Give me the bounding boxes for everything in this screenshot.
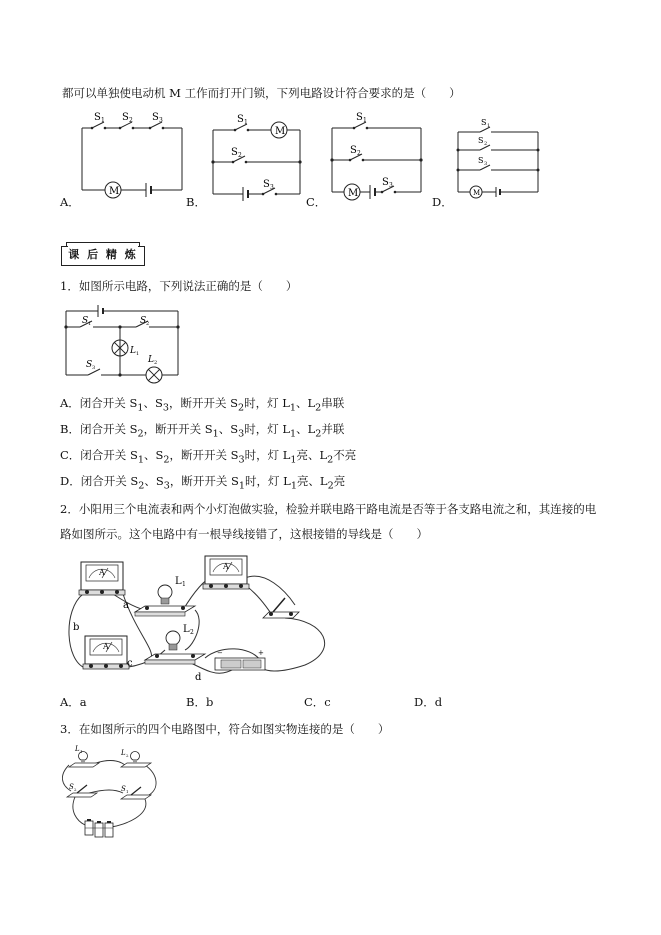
svg-text:M: M: [348, 188, 359, 199]
svg-text:L: L: [148, 355, 154, 365]
q3-bulb-l2: [120, 749, 151, 767]
svg-text:3: 3: [92, 365, 96, 371]
q2-option-d: D．d: [414, 695, 443, 709]
svg-text:1: 1: [487, 123, 491, 129]
svg-text:2: 2: [154, 360, 158, 366]
svg-text:−: −: [217, 649, 223, 657]
svg-text:S: S: [140, 316, 147, 326]
svg-text:S: S: [356, 112, 363, 123]
diagram-a-s1-label: S: [94, 112, 101, 123]
svg-text:A: A: [223, 562, 229, 571]
svg-text:3: 3: [270, 184, 274, 191]
q1-option-c: C．闭合开关 $S_1$、$S_2$，断开开关 $S_3$时，灯 $L_1$亮、$L_2$不亮: [60, 448, 357, 466]
svg-text:S: S: [237, 114, 244, 125]
q3-switch-s2: [67, 783, 97, 797]
svg-text:S: S: [69, 783, 74, 791]
knife-switch: [263, 598, 299, 618]
svg-text:L: L: [121, 749, 126, 757]
ammeter-bottom-left: [83, 636, 129, 669]
q1-option-a: A．闭合开关 $S_1$、$S_3$，断开开关 $S_2$时，灯 $L_1$、$L_2$串联: [60, 396, 345, 414]
wire-c-label: c: [127, 658, 133, 669]
q2-option-a: A．a: [60, 695, 87, 709]
diagram-a: [62, 110, 187, 205]
svg-text:S: S: [478, 156, 484, 165]
svg-text:1: 1: [136, 351, 140, 357]
svg-text:2: 2: [238, 152, 242, 159]
svg-text:1: 1: [126, 789, 129, 794]
wire-d-label: d: [195, 672, 202, 683]
q2-stem-line2: 路如图所示。这个电路中有一根导线接错了，这根接错的导线是（ ）: [60, 527, 428, 541]
bulb-l1: [135, 576, 195, 616]
svg-text:L: L: [75, 745, 80, 753]
diagram-a-motor-label: M: [109, 186, 120, 197]
svg-text:S: S: [481, 118, 487, 127]
intro-question-text: 都可以单独使电动机 M 工作而打开门锁，下列电路设计符合要求的是（ ）: [62, 86, 461, 100]
battery-holder: [215, 649, 265, 670]
q2-option-b: B．b: [186, 695, 214, 709]
svg-text:A: A: [99, 568, 105, 577]
diagram-d: [452, 118, 544, 203]
q1-option-b: B．闭合开关 $S_2$，断开开关 $S_1$、$S_3$时，灯 $L_1$、$L_2$并联: [60, 422, 345, 440]
svg-text:S: S: [478, 136, 484, 145]
diagram-b: [205, 112, 305, 207]
q2-option-c: C．c: [304, 695, 331, 709]
svg-text:S: S: [350, 145, 357, 156]
svg-text:S: S: [382, 177, 389, 188]
svg-text:1: 1: [88, 321, 92, 327]
svg-text:2: 2: [146, 321, 150, 327]
q1-circuit-diagram: [62, 303, 184, 385]
wire-b-label: b: [73, 622, 80, 633]
section-banner: 课 后 精 炼: [66, 242, 140, 266]
wire-a-label: a: [123, 600, 129, 611]
svg-text:1: 1: [101, 117, 105, 124]
svg-text:1: 1: [182, 581, 186, 588]
ammeter-top-left: [79, 562, 125, 595]
svg-text:S: S: [263, 179, 270, 190]
diagram-c: [326, 108, 426, 208]
option-c-label: C．: [306, 195, 327, 209]
q3-bulb-l1: [69, 745, 99, 767]
svg-text:1: 1: [80, 749, 83, 754]
q2-physical-circuit: [55, 550, 340, 685]
svg-text:S: S: [86, 360, 93, 370]
option-a-label: A．: [60, 195, 80, 209]
ammeter-top-right: [203, 556, 249, 589]
svg-text:S: S: [231, 147, 238, 158]
svg-text:3: 3: [484, 161, 488, 167]
q3-switch-s1: [121, 785, 151, 799]
bulb-l2: [145, 624, 205, 664]
svg-text:2: 2: [484, 141, 488, 147]
svg-text:M: M: [275, 126, 286, 137]
svg-text:3: 3: [389, 182, 393, 189]
q3-physical-circuit: [55, 745, 165, 845]
svg-text:L: L: [183, 624, 190, 635]
svg-text:3: 3: [159, 117, 163, 124]
diagram-a-s2-label: S: [122, 112, 129, 123]
svg-text:2: 2: [74, 787, 77, 792]
svg-text:1: 1: [244, 119, 248, 126]
svg-text:S: S: [82, 316, 89, 326]
svg-text:A: A: [103, 642, 109, 651]
option-d-label: D．: [432, 195, 453, 209]
svg-text:L: L: [175, 576, 182, 587]
svg-text:1: 1: [363, 117, 367, 124]
option-b-label: B．: [186, 195, 206, 209]
q3-batteries: [85, 819, 113, 837]
svg-text:2: 2: [357, 150, 361, 157]
diagram-a-s3-label: S: [152, 112, 159, 123]
svg-text:M: M: [473, 189, 481, 197]
svg-text:L: L: [130, 346, 136, 356]
q3-stem: 3．在如图所示的四个电路图中，符合如图实物连接的是（ ）: [60, 722, 390, 736]
svg-text:2: 2: [126, 753, 129, 758]
svg-text:2: 2: [129, 117, 133, 124]
q2-stem-line1: 2．小阳用三个电流表和两个小灯泡做实验，检验并联电路干路电流是否等于各支路电流之和，其连接的电: [60, 502, 597, 516]
q1-option-d: D．闭合开关 $S_2$、$S_3$，断开开关 $S_1$时，灯 $L_1$亮、$L_2$亮: [60, 474, 346, 492]
svg-text:2: 2: [190, 629, 194, 636]
svg-text:S: S: [121, 785, 126, 793]
q1-stem: 1．如图所示电路，下列说法正确的是（ ）: [60, 279, 298, 293]
svg-text:+: +: [258, 649, 264, 657]
